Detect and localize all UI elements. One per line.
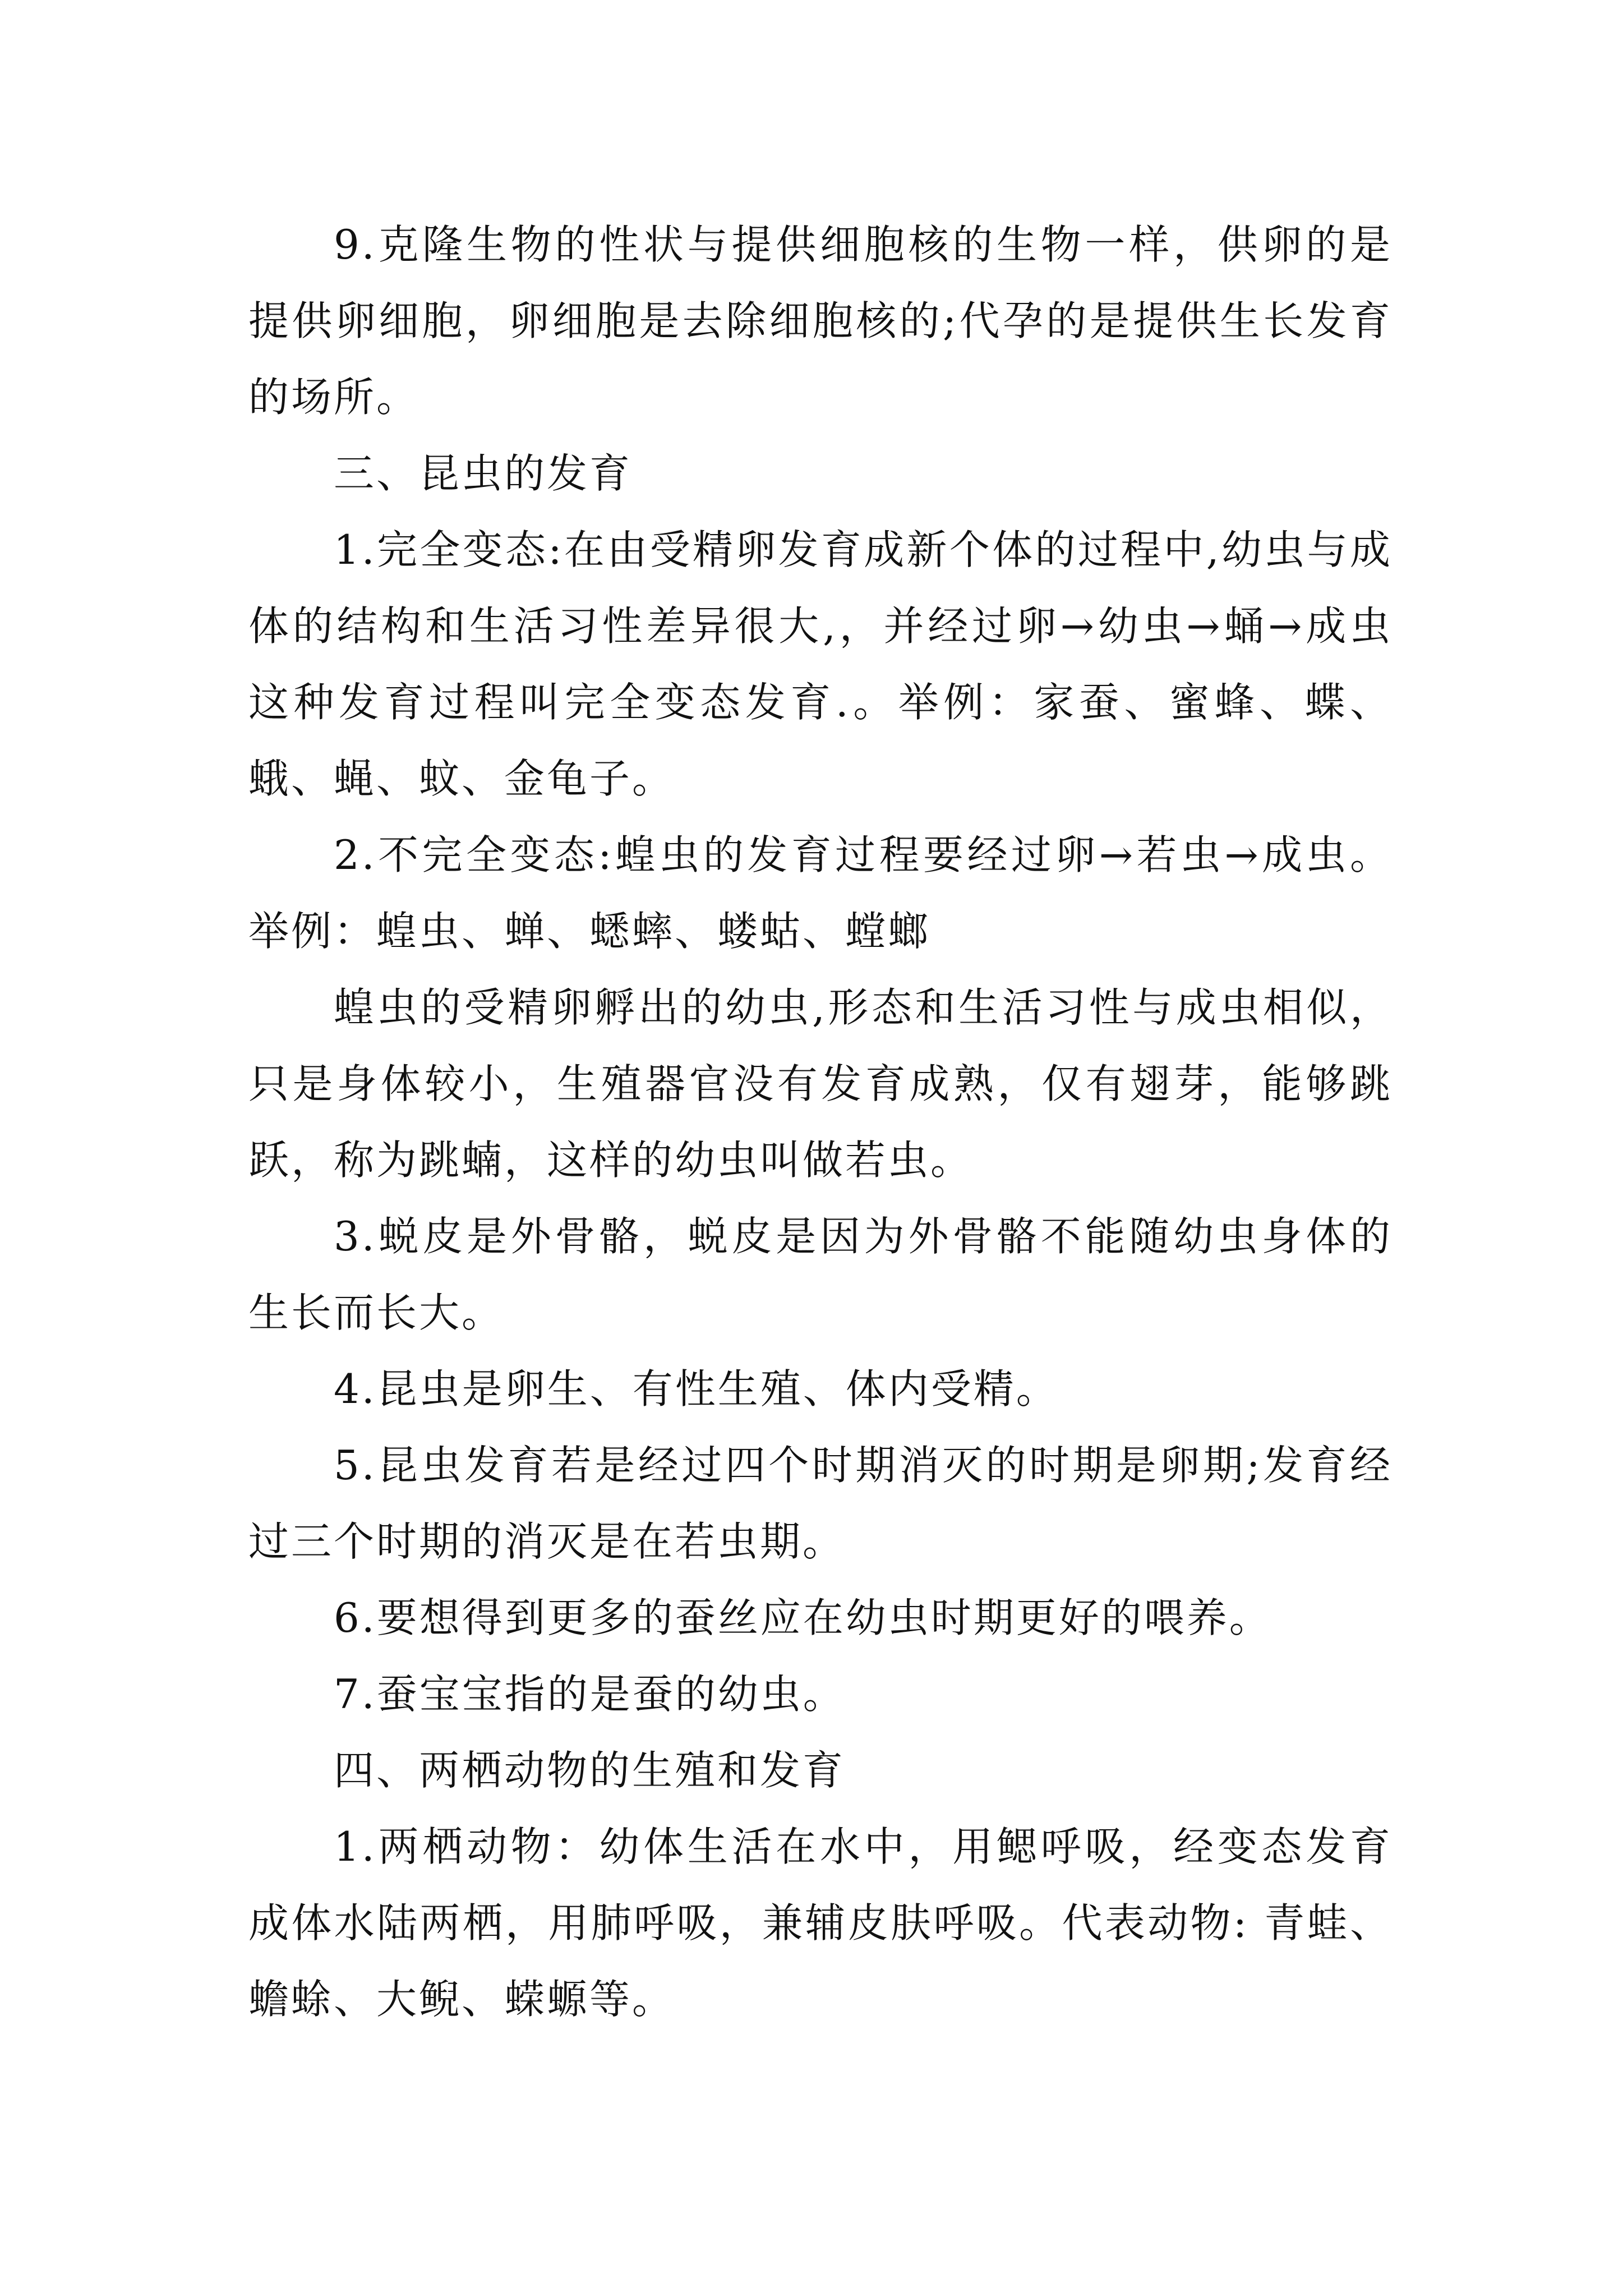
paragraph-silkworm: 7.蚕宝宝指的是蚕的幼虫。 — [334, 1671, 846, 1718]
paragraph-developmental-stages: 5.昆虫发育若是经过四个时期消灭的时期是卵期;发育经过三个时期的消灭是在若虫期。 — [248, 1442, 1393, 1565]
paragraph-complete-metamorphosis: 1.完全变态:在由受精卵发育成新个体的过程中,幼虫与成体的结构和生活习性差异很大,，并经过卵→幼虫→蛹→成虫这种发育过程叫完全变态发育.。举例：家蚕、蜜蜂、蝶、蛾、蝇、蚊、金龟子。 — [248, 526, 1393, 802]
section-heading-amphibians: 四、两栖动物的生殖和发育 — [334, 1747, 846, 1794]
paragraph-nymph: 蝗虫的受精卵孵出的幼虫,形态和生活习性与成虫相似，只是身体较小，生殖器官没有发育成熟，仅有翅芽，能够跳跃，称为跳蝻，这样的幼虫叫做若虫。 — [248, 984, 1393, 1184]
paragraph-cloning: 9.克隆生物的性状与提供细胞核的生物一样，供卵的是提供卵细胞，卵细胞是去除细胞核的;代孕的是提供生长发育的场所。 — [248, 221, 1393, 421]
paragraph-amphibians: 1.两栖动物：幼体生活在水中，用鳃呼吸，经变态发育成体水陆两栖，用肺呼吸，兼辅皮肤呼吸。代表动物: 青蛙、蟾蜍、大鲵、蝾螈等。 — [248, 1823, 1393, 2023]
paragraph-insect-reproduction: 4.昆虫是卵生、有性生殖、体内受精。 — [334, 1365, 1059, 1412]
section-heading-insect-development: 三、昆虫的发育 — [334, 450, 633, 497]
paragraph-silk: 6.要想得到更多的蚕丝应在幼虫时期更好的喂养。 — [334, 1594, 1272, 1641]
document-body — [248, 206, 1393, 2037]
paragraph-molting: 3.蜕皮是外骨骼，蜕皮是因为外骨骼不能随幼虫身体的生长而长大。 — [248, 1213, 1393, 1336]
paragraph-incomplete-metamorphosis: 2.不完全变态:蝗虫的发育过程要经过卵→若虫→成虫。举例：蝗虫、蝉、蟋蟀、蝼蛄、螳螂 — [248, 831, 1393, 955]
